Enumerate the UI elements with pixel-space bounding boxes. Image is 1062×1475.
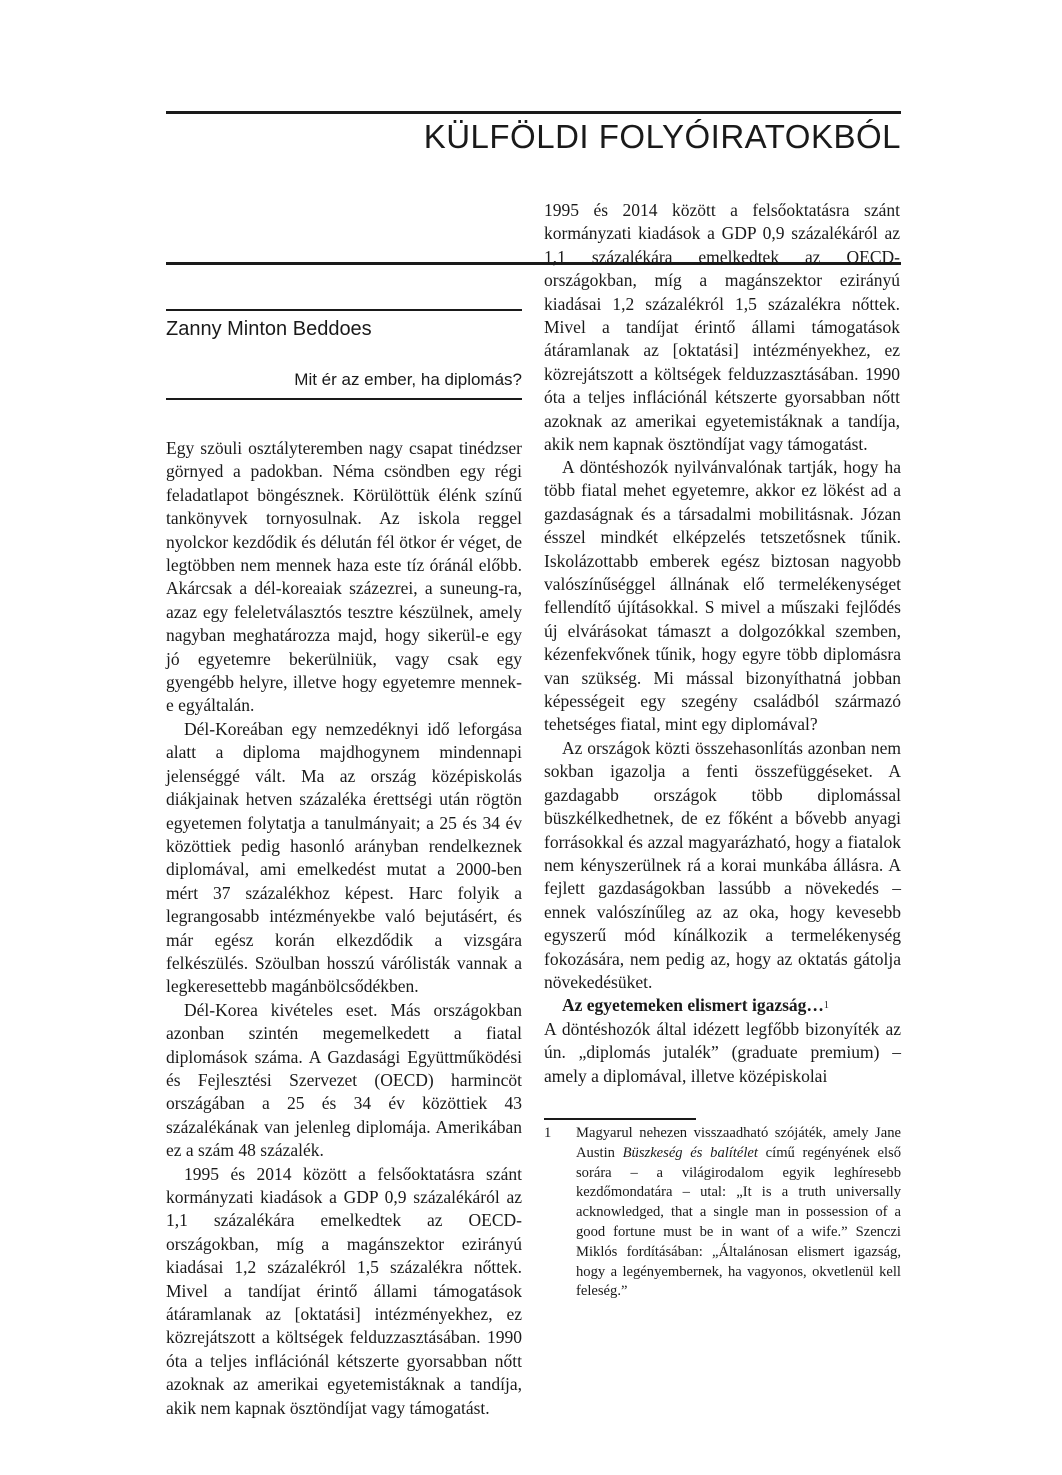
paragraph-3: Dél-Korea kivételes eset. Más országokban azonban szintén megemelkedett a fiatal diplomások száma. A Gazdasági Együttműködési és Fejlesztési Szervezet (OECD) harmincöt országában a 25 és 34 év közöttiek 43 százalékának van jelenleg diplomája. Amerikában ez a szám 48 százalék. [166, 999, 522, 1161]
footnote-ref: 1 [823, 1000, 829, 1012]
article-title: Mit ér az ember, ha diplomás? [294, 370, 522, 389]
author-top-rule [166, 309, 522, 311]
paragraph-4: 1995 és 2014 között a felsőoktatásra szánt kormányzati kiadások a GDP 0,9 százalékáról az 1,1 százalékára emelkedtek az OECD-országokban, míg a magánszektor ezirányú kiadásai 1,2 százalékról 1,5 százalékra nőttek. Mivel a tandíjat érintő állami támogatások átáramlanak az [oktatási] intézményekhez, ez közrejátszott a költségek felduzzasztásában. 1990 óta a teljes inflációnál kétszerte gyorsabban nőtt azoknak az amerikai egyetemistáknak a tandíja, akik nem kapnak ösztöndíjat vagy támogatást. [166, 1163, 522, 1418]
title-bottom-rule [166, 398, 522, 400]
footnote-number: 1 [544, 1125, 552, 1141]
section-title: KÜLFÖLDI FOLYÓIRATOKBÓL [423, 118, 901, 155]
footnote-text: Magyarul nehezen visszaadható szójáték, amely Jane Austin Büszkeség és balítélet című regényének első sorára – a világirodalom egyik leghíresebb kezdőmondatára – utal: „It is a truth universally acknowledged, that a single man in possession of a good fortune must be in want of a wife.” Szenczi Miklós fordításában: „Általánosan elismert igazság, hogy a legényembernek, ha vagyonos, okvetlenül kell feleség.” [576, 1125, 901, 1300]
body-column-right [544, 200, 901, 1088]
footnote-rule [544, 1118, 696, 1120]
book-title: Büszkeség és balítélet [622, 1144, 758, 1161]
paragraph-5: A döntéshozók nyilvánvalónak tartják, hogy ha több fiatal mehet egyetemre, akkor ez lökést ad a gazdaságnak és a társadalmi mobilitásnak. Józan ésszel mindkét elképzelés tetszetősnek tűnik. Iskolázottabb emberek egész biztosan nagyobb valószínűséggel állnának elő termelékenységet fellendítő újításokkal. S mivel a műszaki fejlődés új elvárásokat támaszt a dolgozókkal szemben, kézenfekvőnek tűnik, hogy egyre több diplomásra van szükség. Mi mással bizonyíthatná jobban képességeit egy szegény családból származó tehetséges fiatal, mint egy diplomával? [544, 457, 901, 735]
section-heading: Az egyetemeken elismert igazság…$^1$ [562, 995, 829, 1016]
paragraph-2: Dél-Koreában egy nemzedéknyi idő leforgása alatt a diploma majdhogynem mindennapi jelenséggé vált. Ma az ország középiskolás diákjainak hetven százaléka érettségi után rögtön egyetemen folytatja a tanulmányait; a 25 és 34 év közöttiek pedig hasonló arányban rendelkeznek diplomával, ami emelkedést mutat a 2000-ben mért 37 százalékhoz képest. Harc folyik a legrangosabb intézményekbe való bejutásért, és már egész korán elkezdődik a vizsgára felkészülés. Szöulban hosszú várólisták vannak a legkeresettebb magánbölcsődékben. [166, 718, 522, 997]
paragraph-6: Az országok közti összehasonlítás azonban nem sokban igazolja a fenti összefüggéseket. A gazdagabb országok több diplomással büszkélkedhetnek, de ez főként a bővebb anyagi forrásokkal és azzal magyarázható, hogy a fiatalok nem kényszerülnek rá a korai munkába állásra. A fejlett gazdaságokban lassúbb a növekedés – ennek valószínűleg az az oka, hogy kevesebb egyszerű mód kínálkozik a termelékenység fokozására, nem pedig az, hogy az oktatás gátolja növekedésüket. [544, 737, 901, 992]
footnote [544, 1124, 901, 1302]
body-column-left [166, 437, 522, 1418]
paragraph-1: Egy szöuli osztályteremben nagy csapat tinédzser görnyed a padokban. Néma csöndben egy régi feladatlapot böngésznek. Körülöttük élénk színű tankönyvek tornyosulnak. Az iskola reggel nyolckor kezdődik és délután fél ötkor ér véget, de legtöbben nem mennek haza este tíz óránál előbb. Akárcsak a dél-koreaiak százezrei, a suneung-ra, azaz egy feleletválasztós tesztre készülnek, amely nagyban meghatározza majd, hogy sikerül-e egy jó egyetemre bekerülniük, vagy csak egy gyengébb helyre, illetve hogy egyetemre mennek-e egyáltalán. [166, 438, 522, 716]
author-name: Zanny Minton Beddoes [166, 318, 372, 340]
header-top-rule [166, 111, 901, 114]
paragraph-4-continuation: 1995 és 2014 között a felsőoktatásra szánt kormányzati kiadások a GDP 0,9 százalékáról az 1,1 százalékára emelkedtek az OECD-országokban, míg a magánszektor ezirányú kiadásai 1,2 százalékról 1,5 százalékra nőttek. Mivel a tandíjat érintő állami támogatások átáramlanak az [oktatási] intézményekhez, ez közrejátszott a költségek felduzzasztásában. 1990 óta a teljes inflációnál kétszerte gyorsabban nőtt azoknak az amerikai egyetemistáknak a tandíja, akik nem kapnak ösztöndíjat vagy támogatást. [544, 200, 900, 455]
paragraph-7: A döntéshozók által idézett legfőbb bizonyíték az ún. „diplomás jutalék” (graduate premium) – amely a diplomával, illetve középiskolai [544, 1018, 901, 1086]
